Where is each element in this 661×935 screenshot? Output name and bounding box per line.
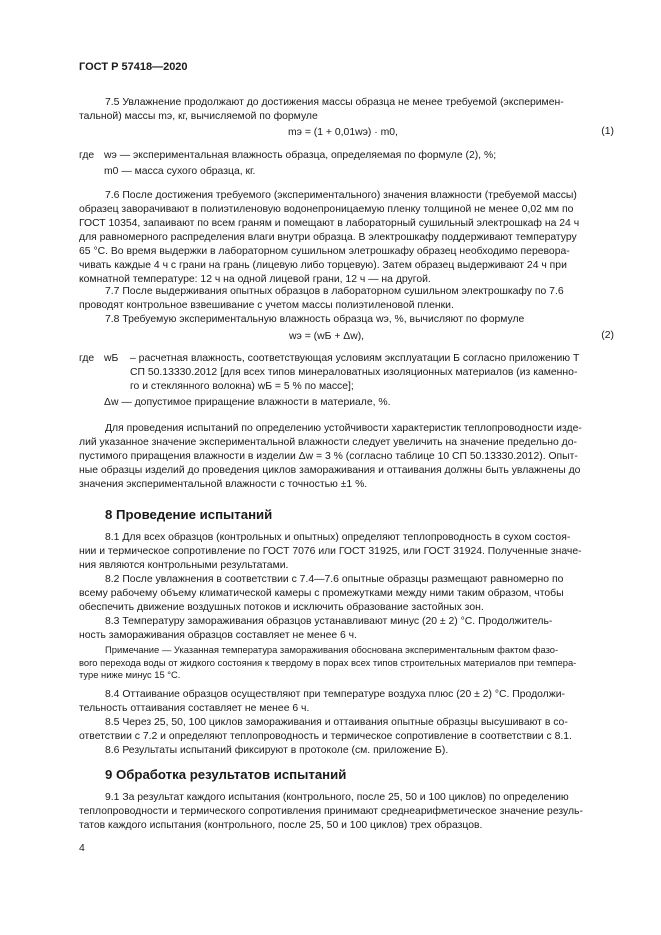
page-number: 4 (79, 843, 85, 854)
where-2-definition-b: Δw — допустимое приращение влажности в материале, %. (104, 397, 391, 408)
paragraph-8-5: 8.5 Через 25, 50, 100 циклов замораживания и оттаивания опытные образцы высушивают в со- ответствии с 7.2 и определяют теплопроводность и термическое сопротивление в соответствии с 8.1. (79, 717, 572, 742)
paragraph-8-3: 8.3 Температуру замораживания образцов устанавливают минус (20 ± 2) °С. Продолжитель- ность замораживания образцов составляет не менее 6 ч. (79, 616, 553, 641)
formula-1: mэ = (1 + 0,01wэ) · m0, (288, 127, 398, 138)
where-1-definition-b: m0 — масса сухого образца, кг. (104, 166, 256, 177)
where-label-2: где (79, 353, 95, 364)
formula-2-number: (2) (601, 330, 614, 341)
where-2-symbol: wБ (104, 353, 119, 364)
section-9-heading: 9 Обработка результатов испытаний (105, 767, 347, 782)
paragraph-7-8: 7.8 Требуемую экспериментальную влажность образца wэ, %, вычисляют по формуле (105, 314, 525, 325)
note: Примечание — Указанная температура замораживания обоснована экспериментальным фактом фазо- вого перехода воды от жидкого состояния к твердому в порах всех типов строительных материалов при темпера- туре ниже минус 15 °С. (79, 644, 577, 681)
where-1-definition-a: wэ — экспериментальная влажность образца, определяемая по формуле (2), %; (104, 150, 497, 161)
paragraph-8-4: 8.4 Оттаивание образцов осуществляют при температуре воздуха плюс (20 ± 2) °С. Продолжи- тельность оттаивания составляет не менее 6 ч. (79, 689, 565, 714)
paragraph-8-6: 8.6 Результаты испытаний фиксируют в протоколе (см. приложение Б). (105, 745, 449, 756)
paragraph-9-1: 9.1 За результат каждого испытания (контрольного, после 25, 50 и 100 циклов) по определению теплопроводности и термического сопротивления принимают среднеарифметическое значение резуль- татов каждого испытания (контрольного, после 25, 50 и 100 циклов) трех образцов. (79, 792, 583, 831)
section-8-heading: 8 Проведение испытаний (105, 507, 273, 522)
paragraph-7-5: 7.5 Увлажнение продолжают до достижения массы образца не менее требуемой (эксперимен- тальной) массы mэ, кг, вычисляемой по формуле (79, 97, 564, 122)
paragraph-7-6: 7.6 После достижения требуемого (экспериментального) значения влажности (требуемой массы) образец заворачивают в полиэтиленовую водонепроницаемую пленку толщиной не менее 0,02 мм по ГОСТ 10354, запаивают по всем граням и помещают в лабораторный сушильный электрошкаф на 24 ч для равномерного распределения влаги внутри образца. В электрошкафу поддерживают температуру 65 °С. Во время выдержки в лабораторном сушильном элетрошкафу образец необходимо перевора- чивать каждые 4 ч с грани на грань (лицевую либо торцевую). Затем образец выдерживают 24 ч при комнатной температуре: 12 ч на одной лицевой грани, 12 ч — на другой. (79, 190, 580, 285)
paragraph-8-1: 8.1 Для всех образцов (контрольных и опытных) определяют теплопроводность в сухом состоя- нии и термическое сопротивление по ГОСТ 7076 или ГОСТ 31925, или ГОСТ 31924. Полученные значе- ния являются контрольными результатами. (79, 532, 582, 571)
formula-2: wэ = (wБ + Δw), (289, 331, 365, 342)
where-label-1: где (79, 150, 95, 161)
paragraph-8-2: 8.2 После увлажнения в соответствии с 7.4—7.6 опытные образцы размещают равномерно по всему рабочему объему климатической камеры с промежутками между ними таким образом, чтобы обеспечить движение воздушных потоков и исключить образование застойных зон. (79, 574, 564, 613)
document-header: ГОСТ Р 57418—2020 (79, 61, 188, 73)
paragraph-extra-humidity: Для проведения испытаний по определению устойчивости характеристик теплопроводности изде- лий указанное значение экспериментальной влажности следует увеличить на значение предельно до- пустимого приращения влажности в изделии Δw = 3 % (согласно таблице 10 СП 50.13330.2012). Опыт- ные образцы изделий до проведения циклов замораживания и оттаивания должны быть увлажнены до значения экспериментальной влажности с точностью ±1 %. (79, 423, 582, 490)
paragraph-7-7: 7.7 После выдерживания опытных образцов в лабораторном сушильном электрошкафу по 7.6 проводят контрольное взвешивание с учетом массы полиэтиленовой пленки. (79, 286, 564, 311)
where-2-definition-a: – расчетная влажность, соответствующая условиям эксплуатации Б согласно приложению Т СП 50.13330.2012 [для всех типов минераловатных изоляционных материалов (из каменно- го и стеклянного волокна) wБ = 5 % по массе]; (130, 353, 580, 392)
formula-1-number: (1) (601, 126, 614, 137)
